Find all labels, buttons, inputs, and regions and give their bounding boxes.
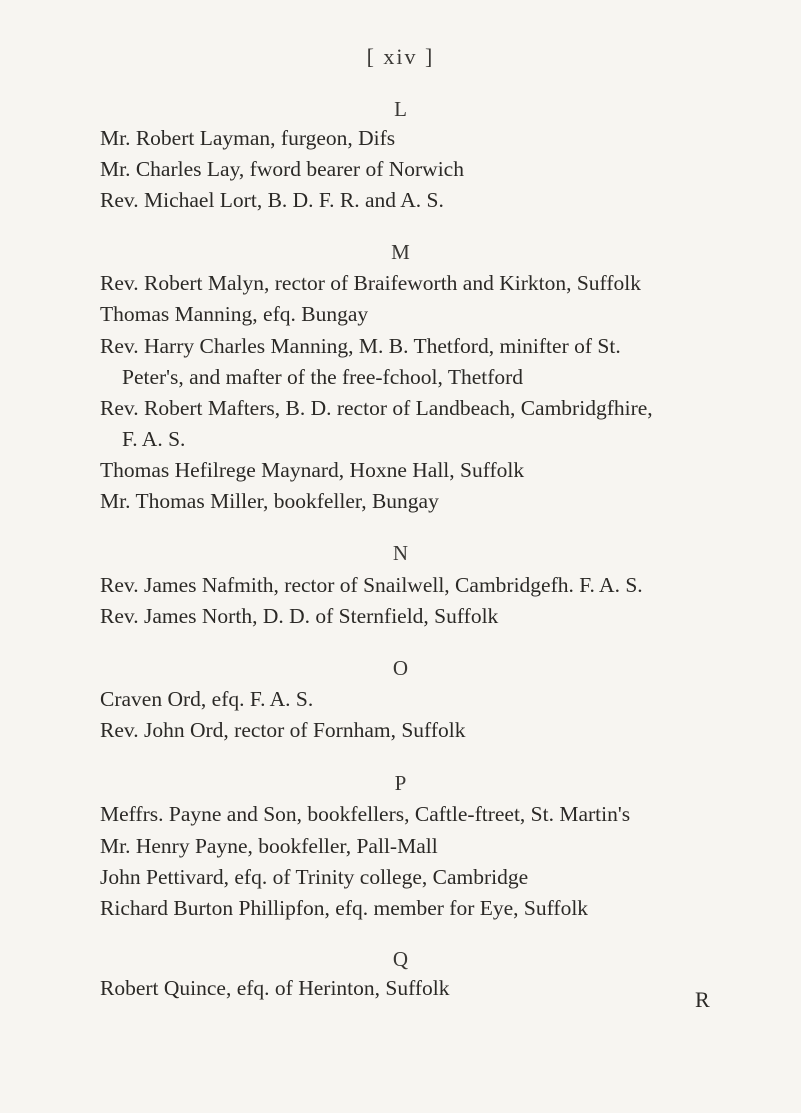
section-letter-l: L <box>394 97 407 121</box>
section-letter-p: P <box>394 771 407 795</box>
subscriber-entry: Mr. Henry Payne, bookfeller, Pall-Mall <box>100 834 438 858</box>
subscriber-entry: Thomas Hefilrege Maynard, Hoxne Hall, Suffolk <box>100 458 525 482</box>
subscriber-entry: Craven Ord, efq. F. A. S. <box>100 687 314 711</box>
subscriber-entry: Meffrs. Payne and Son, bookfellers, Caftle-ftreet, St. Martin's <box>100 802 631 826</box>
subscriber-entry: Rev. James North, D. D. of Sternfield, Suffolk <box>100 604 499 628</box>
subscriber-entry: Mr. Thomas Miller, bookfeller, Bungay <box>100 489 439 513</box>
subscriber-entry: Thomas Manning, efq. Bungay <box>100 302 369 326</box>
subscriber-entry: Rev. John Ord, rector of Fornham, Suffolk <box>100 718 466 742</box>
subscriber-entry: Mr. Robert Layman, furgeon, Difs <box>100 126 396 150</box>
subscriber-entry: Rev. Robert Malyn, rector of Braifeworth and Kirkton, Suffolk <box>100 271 641 295</box>
subscriber-entry: Robert Quince, efq. of Herinton, Suffolk <box>100 976 450 1000</box>
subscriber-entry: Rev. James Nafmith, rector of Snailwell, Cambridgefh. F. A. S. <box>100 573 643 597</box>
section-letter-q: Q <box>392 947 409 971</box>
subscriber-entry: Rev. Robert Mafters, B. D. rector of Landbeach, Cambridgfhire, <box>100 396 653 420</box>
subscriber-entry: Rev. Harry Charles Manning, M. B. Thetford, minifter of St. <box>100 334 621 358</box>
subscriber-entry-continued: F. A. S. <box>122 427 186 451</box>
section-letter-o: O <box>392 656 409 680</box>
subscriber-entry-continued: Peter's, and mafter of the free-fchool, Thetford <box>122 365 524 389</box>
subscriber-entry: Richard Burton Phillipfon, efq. member for Eye, Suffolk <box>100 896 589 920</box>
subscriber-entry: John Pettivard, efq. of Trinity college, Cambridge <box>100 865 529 889</box>
subscriber-entry: Mr. Charles Lay, fword bearer of Norwich <box>100 157 464 181</box>
catchword: R <box>695 987 710 1012</box>
page-number: [ xiv ] <box>366 44 435 69</box>
section-letter-m: M <box>391 240 410 264</box>
subscriber-entry: Rev. Michael Lort, B. D. F. R. and A. S. <box>100 188 444 212</box>
section-letter-n: N <box>392 541 409 565</box>
